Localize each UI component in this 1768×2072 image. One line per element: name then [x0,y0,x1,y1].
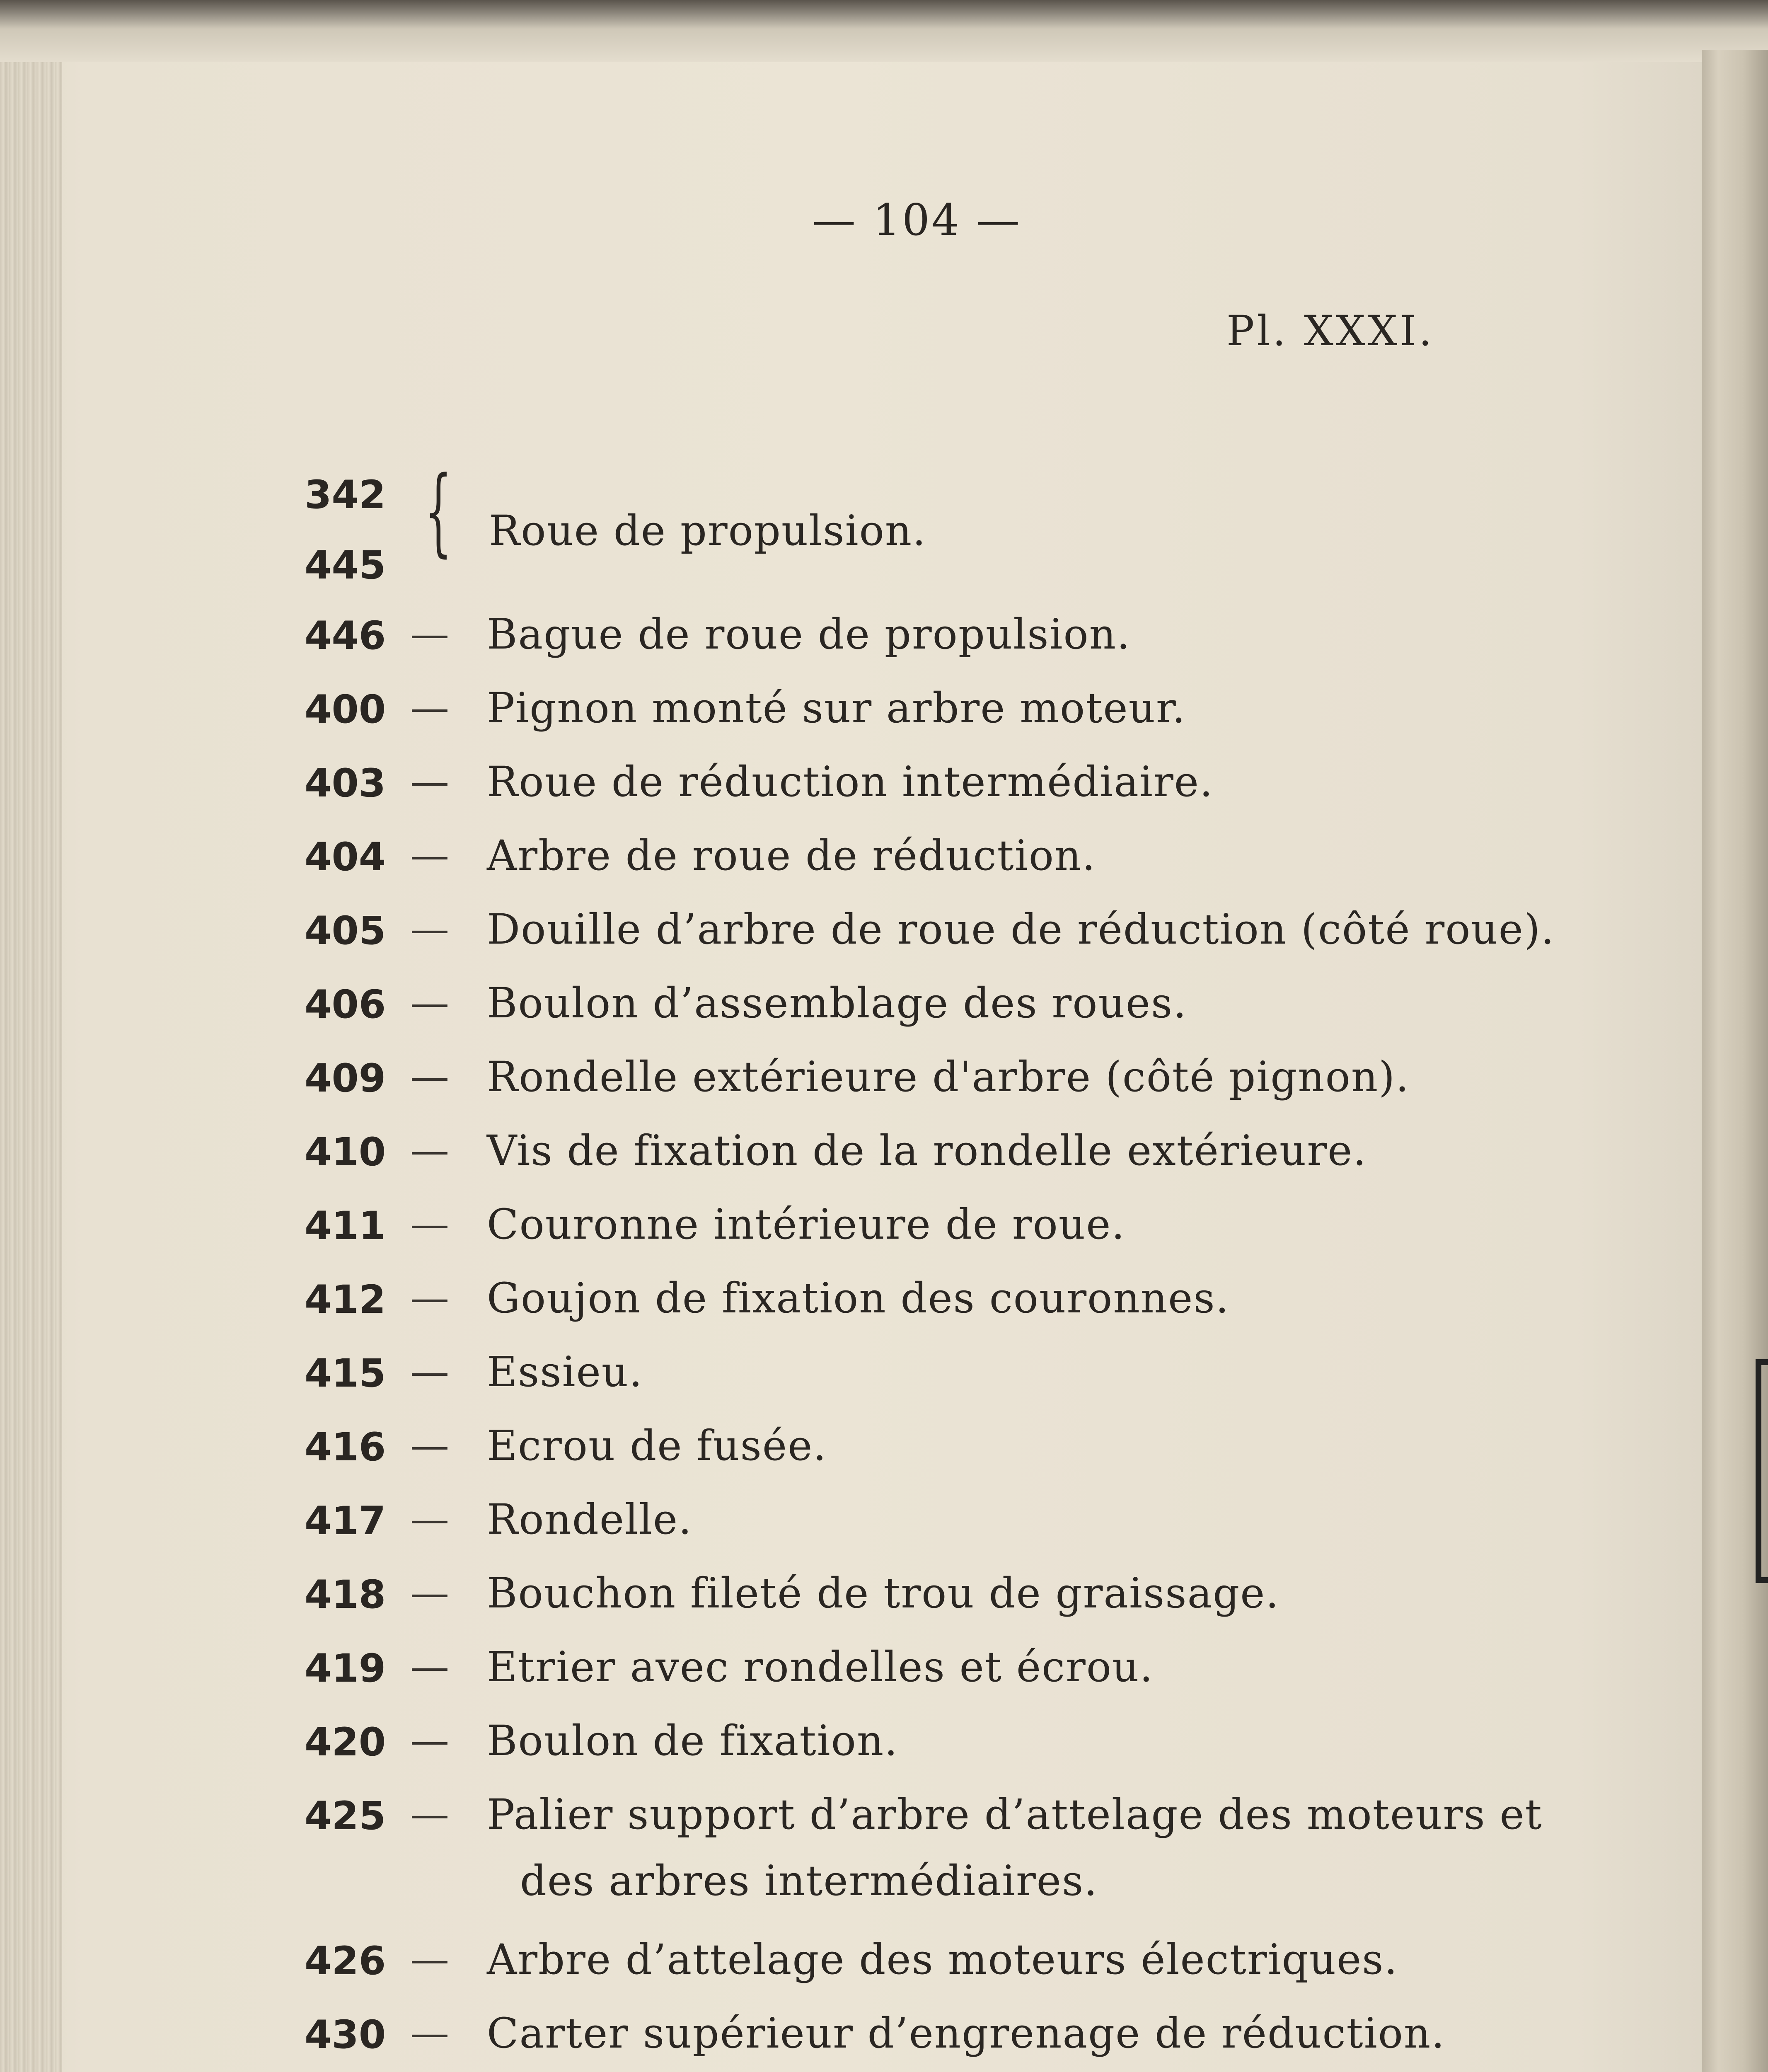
entry-dash: — [410,612,449,657]
entry-dash: — [410,980,449,1026]
entry-number: 426 [305,1939,386,1984]
entry-dash: — [410,1423,449,1468]
grouping-brace: { [425,456,452,567]
entry-number: 411 [305,1203,386,1249]
entry-dash: — [410,1571,449,1616]
entry-dash: — [410,685,449,731]
entry-description: Roue de propulsion. [489,506,926,555]
entry-description-continuation: des arbres intermédiaires. [520,1857,1098,1905]
entry-dash: — [410,1202,449,1247]
entry-description: Roue de réduction intermédiaire. [487,758,1214,806]
entry-number: 446 [305,613,386,658]
page-number: — 104 — [812,195,1022,245]
entry-description: Arbre de roue de réduction. [487,831,1096,880]
entry-number: 400 [305,687,386,732]
entry-description: Bague de roue de propulsion. [487,610,1131,658]
entry-dash: — [410,907,449,952]
entry-number: 415 [305,1351,386,1396]
entry-description: Ecrou de fusée. [487,1421,827,1470]
entry-number: 405 [305,908,386,954]
entry-number: 406 [305,982,386,1027]
entry-number: 425 [305,1794,386,1839]
entry-dash: — [410,759,449,804]
entry-dash: — [410,1644,449,1690]
entry-number: 404 [305,835,386,880]
entry-description: Arbre d’attelage des moteurs électriques. [487,1935,1398,1984]
adjacent-page-strip [1702,50,1768,2072]
entry-number: 420 [305,1720,386,1765]
entry-dash: — [410,1497,449,1542]
entry-description: Boulon de fixation. [487,1716,899,1765]
entry-number: 418 [305,1572,386,1617]
entry-number: 419 [305,1646,386,1691]
entry-dash: — [410,1718,449,1763]
entry-dash: — [410,1054,449,1099]
page-stack-edge [0,25,62,2072]
entry-number: 409 [305,1056,386,1101]
entry-description: Pignon monté sur arbre moteur. [487,684,1186,732]
entry-description: Bouchon fileté de trou de graissage. [487,1569,1280,1617]
entry-dash: — [410,1128,449,1173]
entry-description: Douille d’arbre de roue de réduction (côté roue). [487,905,1555,954]
entry-number: 342 [305,472,386,518]
entry-description: Vis de fixation de la rondelle extérieure. [487,1126,1367,1175]
entry-dash: — [410,1792,449,1837]
entry-dash: — [410,1349,449,1394]
entry-description: Essieu. [487,1348,643,1396]
entry-number: 412 [305,1277,386,1322]
page-top-edge [0,0,1768,62]
entry-number: 417 [305,1498,386,1544]
entry-description: Couronne intérieure de roue. [487,1200,1126,1249]
entry-dash: — [410,1276,449,1321]
entry-description: Etrier avec rondelles et écrou. [487,1643,1154,1691]
entry-number: 430 [305,2012,386,2057]
entry-number: 445 [305,543,386,588]
entry-number: 403 [305,761,386,806]
plate-label: Pl. XXXI. [1226,307,1434,355]
entry-number: 410 [305,1130,386,1175]
entry-dash: — [410,1937,449,1982]
entry-dash: — [410,833,449,878]
entry-description: Goujon de fixation des couronnes. [487,1274,1230,1322]
entry-dash: — [410,2011,449,2056]
entry-description: Rondelle extérieure d'arbre (côté pignon). [487,1053,1410,1101]
entry-description: Rondelle. [487,1495,693,1544]
entry-description: Boulon d’assemblage des roues. [487,979,1188,1027]
entry-description: Carter supérieur d’engrenage de réduction. [487,2009,1446,2057]
entry-description: Palier support d’arbre d’attelage des moteurs et [487,1790,1543,1839]
entry-number: 416 [305,1425,386,1470]
adjacent-page-mark [1756,1359,1768,1583]
